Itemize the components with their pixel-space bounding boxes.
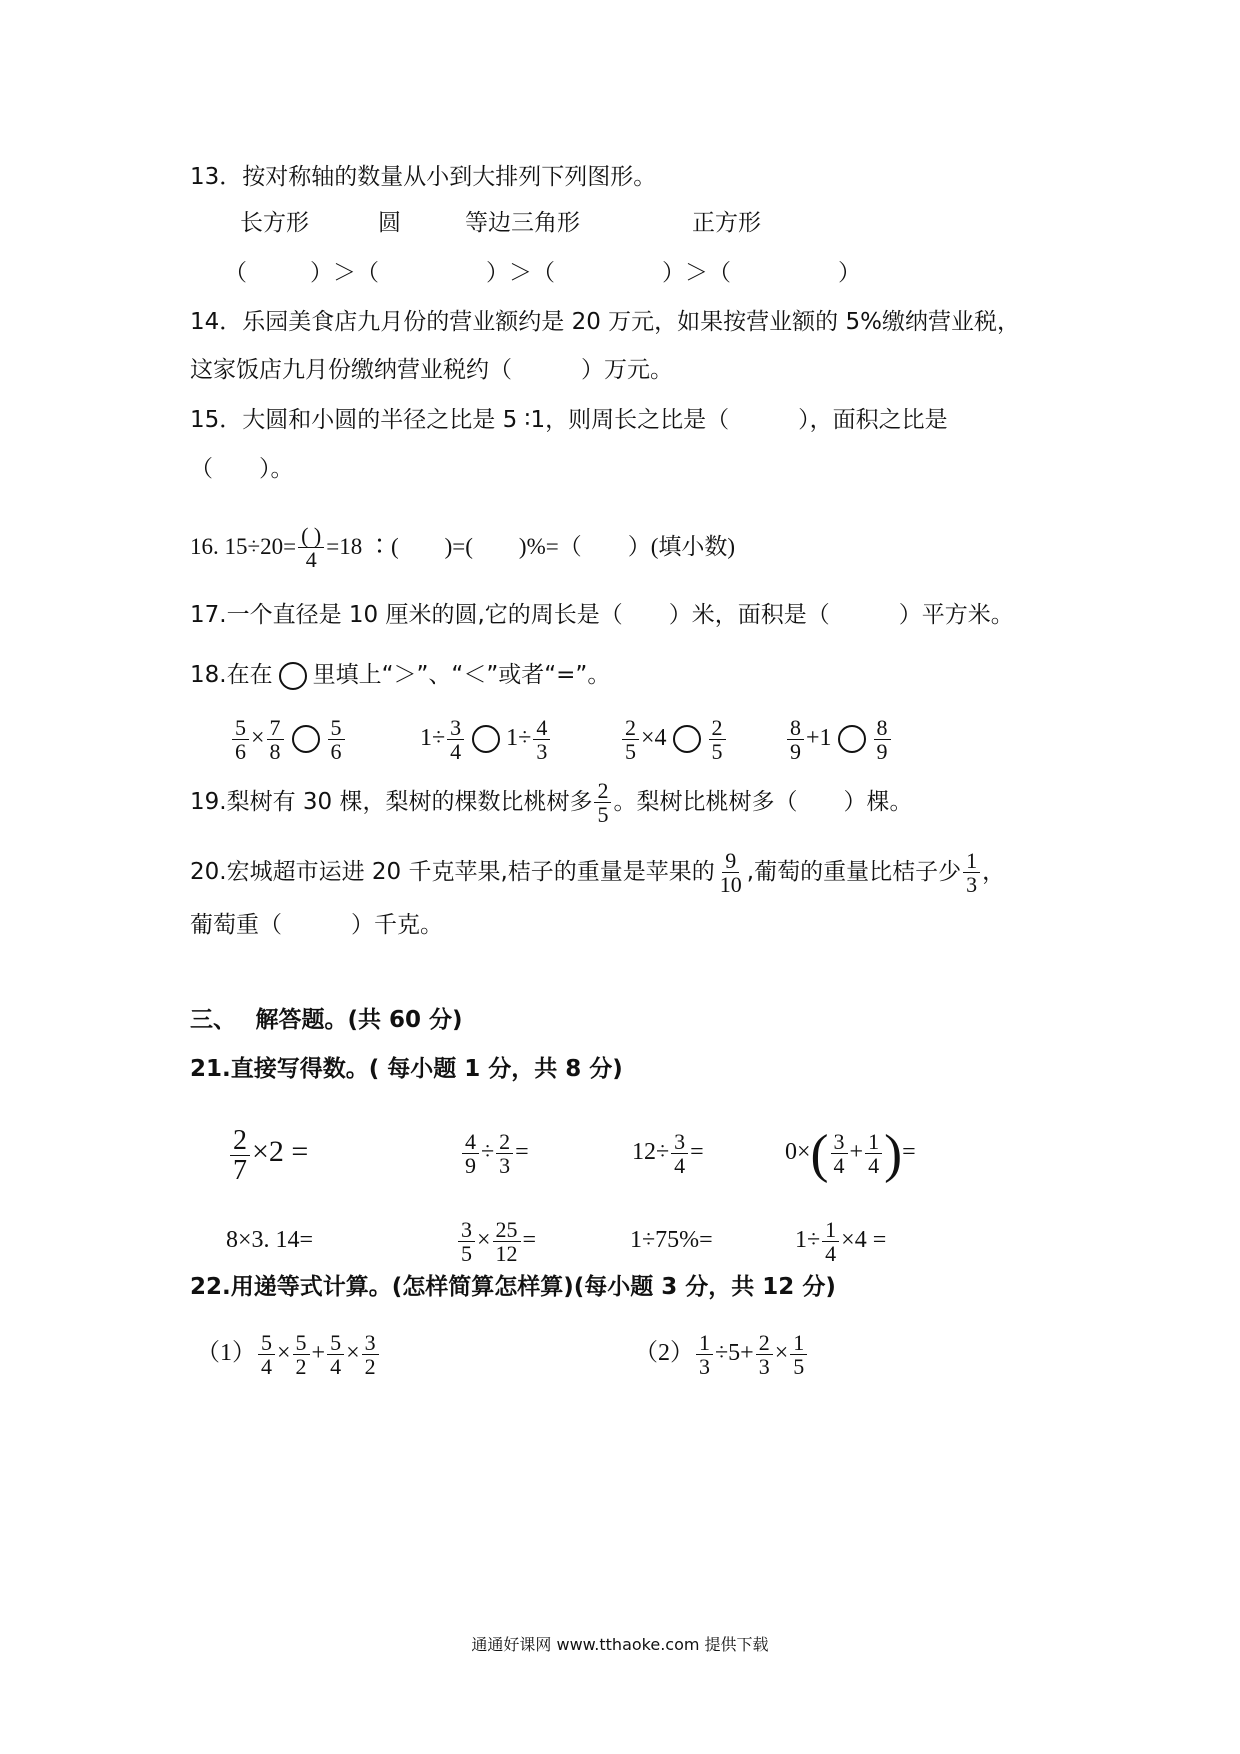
question-20-line-1: 20.宏城超市运进 20 千克苹果,桔子的重量是苹果的 $\frac{9}{10}$ ,葡萄的重量比桔子少 $\frac{1}{3}$ ，	[190, 847, 1006, 897]
question-14-line-1: 14．乐园美食店九月份的营业额约是 20 万元，如果按营业额的 5%缴纳营业税，	[190, 309, 1020, 335]
q13-blank-1-open: （	[224, 260, 247, 286]
q18-item-1: $\frac{5}{6}$ × $\frac{7}{8}$ $\frac{5}{6}$	[230, 708, 347, 768]
q21-item-7: 1÷75%=	[630, 1227, 713, 1253]
shape-equilateral-triangle: 等边三角形	[465, 210, 580, 236]
section-3-heading: 三、 解答题。(共 60 分)	[190, 1007, 463, 1033]
q13-blank-sep-1: ）＞（	[310, 260, 379, 286]
q21-item-8: 1÷ $\frac{1}{4}$ ×4 =	[795, 1216, 887, 1266]
question-19: 19.梨树有 30 棵，梨树的棵数比桃树多 $\frac{2}{5}$ 。梨树比桃树多（ ）棵。	[190, 777, 913, 827]
q16-fraction	[298, 524, 324, 571]
q13-blank-sep-2: ）＞（	[486, 260, 555, 286]
compare-circle-icon[interactable]	[673, 725, 701, 753]
q18-post: 里填上“＞”、“＜”或者“=”。	[312, 662, 611, 688]
question-14-line-2: 这家饭店九月份缴纳营业税约（ ）万元。	[190, 357, 673, 383]
q22-part-2: （2） $\frac{1}{3}$ ÷5+ $\frac{2}{3}$ × $\frac{1}{5}$	[634, 1318, 809, 1388]
compare-circle-icon[interactable]	[838, 725, 866, 753]
question-21-title: 21.直接写得数。( 每小题 1 分，共 8 分)	[190, 1056, 623, 1082]
question-15-line-2: （ ）。	[190, 456, 294, 482]
q16-frac-denominator: 4	[305, 547, 317, 572]
q22-part-1: （1） $\frac{5}{4}$ × $\frac{5}{2}$ + $\frac{5}{4}$ × $\frac{3}{2}$	[196, 1318, 381, 1388]
question-16	[190, 512, 735, 582]
q21-item-3: 12÷ $\frac{3}{4}$ =	[632, 1128, 704, 1178]
shape-rectangle: 长方形	[240, 210, 309, 236]
q21-item-5: 8×3. 14=	[226, 1227, 314, 1253]
question-17: 17.一个直径是 10 厘米的圆,它的周长是（ ）米，面积是（ ）平方米。	[190, 602, 1014, 628]
question-18	[190, 660, 610, 690]
q16-prefix: 16. 15÷20=	[190, 534, 297, 559]
q13-blank-close: ）	[838, 260, 861, 286]
q21-item-4: 0×( $\frac{3}{4}$ + $\frac{1}{4}$ )=	[785, 1123, 916, 1184]
compare-circle-icon[interactable]	[472, 725, 500, 753]
q21-item-1: $\frac{2}{7}$ ×2 =	[228, 1112, 308, 1194]
question-15-line-1: 15．大圆和小圆的半径之比是 5 ∶1，则周长之比是（ ），面积之比是	[190, 407, 948, 433]
shape-circle: 圆	[378, 210, 401, 236]
compare-circle-icon[interactable]	[292, 725, 320, 753]
shape-square: 正方形	[692, 210, 761, 236]
question-20-line-2: 葡萄重（ ）千克。	[190, 912, 443, 938]
footer-source: 通通好课网 www.tthaoke.com 提供下载	[471, 1635, 769, 1654]
q16-frac-numerator: ( )	[298, 524, 324, 548]
q18-pre: 18.在在	[190, 662, 273, 688]
question-22-title: 22.用递等式计算。(怎样简算怎样算)(每小题 3 分，共 12 分)	[190, 1274, 836, 1300]
q21-item-2: $\frac{4}{9}$ ÷ $\frac{2}{3}$ =	[460, 1112, 529, 1192]
q16-suffix: =18 ∶( )=( )%=（ ）(填小数)	[326, 534, 736, 559]
question-13: 13．按对称轴的数量从小到大排列下列图形。	[190, 164, 657, 190]
q18-item-3: $\frac{2}{5}$ ×4 $\frac{2}{5}$	[620, 708, 728, 768]
q18-item-2: 1÷ $\frac{3}{4}$ 1÷ $\frac{4}{3}$	[420, 708, 552, 768]
compare-circle-icon	[279, 662, 307, 690]
q13-blank-sep-3: ）＞（	[662, 260, 731, 286]
q18-item-4: $\frac{8}{9}$ +1 $\frac{8}{9}$	[785, 708, 893, 768]
q21-item-6: $\frac{3}{5}$ × $\frac{25}{12}$ =	[456, 1200, 536, 1280]
